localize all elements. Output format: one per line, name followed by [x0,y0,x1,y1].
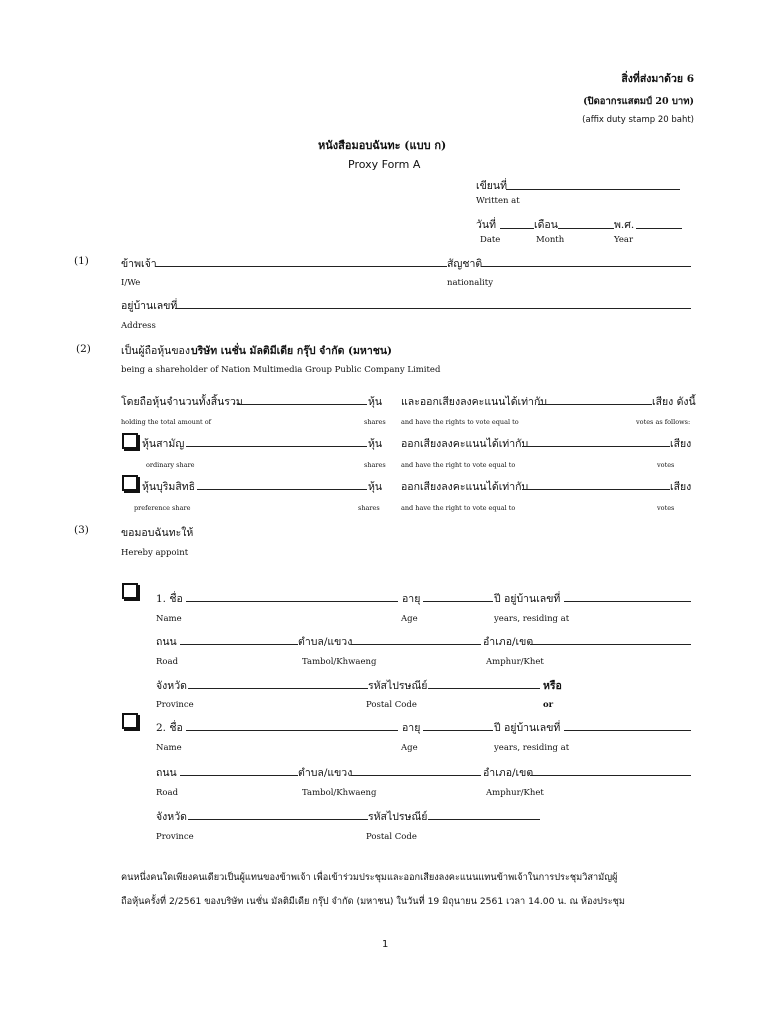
proxy-1-amphur-field[interactable] [530,644,691,645]
written-at-label-en: Written at [476,196,520,206]
page-title: หนังสือมอบฉันทะ (แบบ ก) [318,139,447,152]
proxy-2-province-label-en: Province [156,832,194,842]
holding-label-th: โดยถือหุ้นจำนวนทั้งสิ้นรวม [121,396,243,408]
proxy-2-age-label-th: อายุ [402,722,421,734]
year-label-en: Year [614,235,634,245]
ordinary-share-label-en: ordinary share [146,461,195,469]
written-at-label-th: เขียนที่ [476,180,508,192]
proxy-1-postal-label-th: รหัสไปรษณีย์ [368,680,428,692]
ordinary-shares-unit-th: หุ้น [368,438,383,450]
nationality-field[interactable] [481,266,691,267]
proxy-1-road-field[interactable] [180,644,298,645]
proxy-2-amphur-field[interactable] [530,775,691,776]
shares-unit-en: shares [364,418,386,426]
proxy-2-province-field[interactable] [188,819,368,820]
proxy-2-postal-label-th: รหัสไปรษณีย์ [368,811,428,823]
proxy-2-tambol-label-th: ตำบล/แขวง [298,767,353,779]
date-label-th: วันที่ [476,219,496,231]
proxy-1-province-label-th: จังหวัด [156,680,187,692]
proxy-1-tambol-label-th: ตำบล/แขวง [298,636,353,648]
proxy-2-province-label-th: จังหวัด [156,811,187,823]
attachment-label: สิ่งที่ส่งมาด้วย 6 [621,73,694,85]
proxy-1-tambol-field[interactable] [351,644,481,645]
ordinary-shares-field[interactable] [186,446,367,447]
proxy-2-name-label-en: Name [156,743,182,753]
shareholder-label-en: being a shareholder of Nation Multimedia Group Public Company Limited [121,365,441,375]
day-field[interactable] [500,228,534,229]
section-3-number: (3) [74,524,89,536]
preference-shares-unit-th: หุ้น [368,481,383,493]
proxy-1-postal-label-en: Postal Code [366,700,417,710]
preference-shares-unit-en: shares [358,504,380,512]
or-label-en: or [543,700,554,710]
proxy-1-age-field[interactable] [423,601,493,602]
name-field[interactable] [155,266,447,267]
or-label-th: หรือ [543,680,562,692]
total-shares-field[interactable] [237,404,367,405]
proxy-1-road-label-en: Road [156,657,179,667]
proxy-2-amphur-label-en: Amphur/Khet [486,788,544,798]
proxy-1-tambol-label-en: Tambol/Khwaeng [302,657,377,667]
proxy-2-tambol-label-en: Tambol/Khwaeng [302,788,377,798]
proxy-1-province-field[interactable] [188,688,368,689]
preference-votes-field[interactable] [522,489,670,490]
year-label-th: พ.ศ. [614,219,635,231]
proxy-1-residing-label-th: ปี อยู่บ้านเลขที่ [494,593,561,605]
proxy-2-house-no-field[interactable] [564,730,691,731]
date-label-en: Date [480,235,501,245]
proxy-2-name-field[interactable] [186,730,398,731]
ordinary-votes-unit-th: เสียง [670,438,692,450]
vote-equal-label-th: และออกเสียงลงคะแนนได้เท่ากับ [401,396,547,408]
appoint-label-th: ขอมอบฉันทะให้ [121,527,194,539]
proxy-1-postal-field[interactable] [428,688,540,689]
proxy-1-amphur-label-en: Amphur/Khet [486,657,544,667]
preference-share-checkbox[interactable] [122,475,138,491]
shareholder-label-th: เป็นผู้ถือหุ้นของ [121,345,190,357]
proxy-1-amphur-label-th: อำเภอ/เขต [483,636,534,648]
proxy-1-name-field[interactable] [186,601,398,602]
nationality-label-en: nationality [447,278,493,288]
proxy-1-residing-label-en: years, residing at [494,614,570,624]
stamp-label-th: (ปิดอากรแสตมป์ 20 บาท) [583,96,694,107]
page-number: 1 [382,939,389,950]
ordinary-share-checkbox[interactable] [122,433,138,449]
i-we-label-en: I/We [121,278,141,288]
ordinary-right-label-en: and have the right to vote equal to [401,461,516,469]
preference-votes-unit-en: votes [657,504,675,512]
proxy-1-province-label-en: Province [156,700,194,710]
ordinary-shares-unit-en: shares [364,461,386,469]
section-2-number: (2) [76,343,91,355]
address-field[interactable] [175,308,691,309]
ordinary-votes-field[interactable] [522,446,670,447]
section-1-number: (1) [74,255,89,267]
ordinary-share-label-th: หุ้นสามัญ [142,438,185,450]
month-label-en: Month [536,235,565,245]
address-label-en: Address [121,321,156,331]
total-votes-field[interactable] [538,404,652,405]
proxy-1-name-label-en: Name [156,614,182,624]
written-at-field[interactable] [506,189,680,190]
preference-share-label-en: preference share [134,504,191,512]
preference-votes-unit-th: เสียง [670,481,692,493]
proxy-2-checkbox[interactable] [122,713,138,729]
month-label-th: เดือน [534,219,558,231]
proxy-2-road-label-en: Road [156,788,179,798]
proxy-1-road-label-th: ถนน [156,636,177,648]
proxy-2-name-label-th: 2. ชื่อ [156,722,183,734]
votes-as-follows-en: votes as follows: [636,418,691,426]
proxy-2-amphur-label-th: อำเภอ/เขต [483,767,534,779]
proxy-1-age-label-en: Age [401,614,418,624]
proxy-1-age-label-th: อายุ [402,593,421,605]
appoint-label-en: Hereby appoint [121,548,189,558]
proxy-2-postal-field[interactable] [428,819,540,820]
i-we-label-th: ข้าพเจ้า [121,258,157,270]
preference-vote-label-th: ออกเสียงลงคะแนนได้เท่ากับ [401,481,529,493]
proxy-1-house-no-field[interactable] [564,601,691,602]
paragraph-line-2: ถือหุ้นครั้งที่ 2/2561 ของบริษัท เนชั่น มัลติมีเดีย กรุ๊ป จำกัด (มหาชน) ในวันที่ 19 มิถุนายน 2561 เวลา 14.00 น. ณ ห้องประชุม [121,896,625,907]
preference-right-label-en: and have the right to vote equal to [401,504,516,512]
preference-shares-field[interactable] [197,489,367,490]
votes-as-follows-th: เสียง ดังนี้ [652,396,696,408]
proxy-2-age-field[interactable] [423,730,493,731]
nationality-label-th: สัญชาติ [447,258,483,270]
page-subtitle: Proxy Form A [348,158,421,171]
proxy-1-checkbox[interactable] [122,583,138,599]
company-name-th: บริษัท เนชั่น มัลติมีเดีย กรุ๊ป จำกัด (มหาชน) [191,345,393,357]
rights-label-en: and have the rights to vote equal to [401,418,519,426]
ordinary-votes-unit-en: votes [657,461,675,469]
proxy-1-name-label-th: 1. ชื่อ [156,593,183,605]
proxy-2-residing-label-th: ปี อยู่บ้านเลขที่ [494,722,561,734]
year-field[interactable] [636,228,682,229]
stamp-label-en: (affix duty stamp 20 baht) [582,115,694,125]
proxy-2-tambol-field[interactable] [351,775,481,776]
proxy-2-road-label-th: ถนน [156,767,177,779]
proxy-2-residing-label-en: years, residing at [494,743,570,753]
proxy-2-age-label-en: Age [401,743,418,753]
month-field[interactable] [558,228,614,229]
shares-unit-th: หุ้น [368,396,383,408]
ordinary-vote-label-th: ออกเสียงลงคะแนนได้เท่ากับ [401,438,529,450]
proxy-2-postal-label-en: Postal Code [366,832,417,842]
address-label-th: อยู่บ้านเลขที่ [121,300,178,312]
preference-share-label-th: หุ้นบุริมสิทธิ [142,481,196,493]
paragraph-line-1: คนหนึ่งคนใดเพียงคนเดียวเป็นผู้แทนของข้าพเจ้า เพื่อเข้าร่วมประชุมและออกเสียงลงคะแนนแทนข้าพเจ้าในการประชุมวิสามัญผู้ [121,872,618,883]
holding-label-en: holding the total amount of [121,418,212,426]
proxy-2-road-field[interactable] [180,775,298,776]
